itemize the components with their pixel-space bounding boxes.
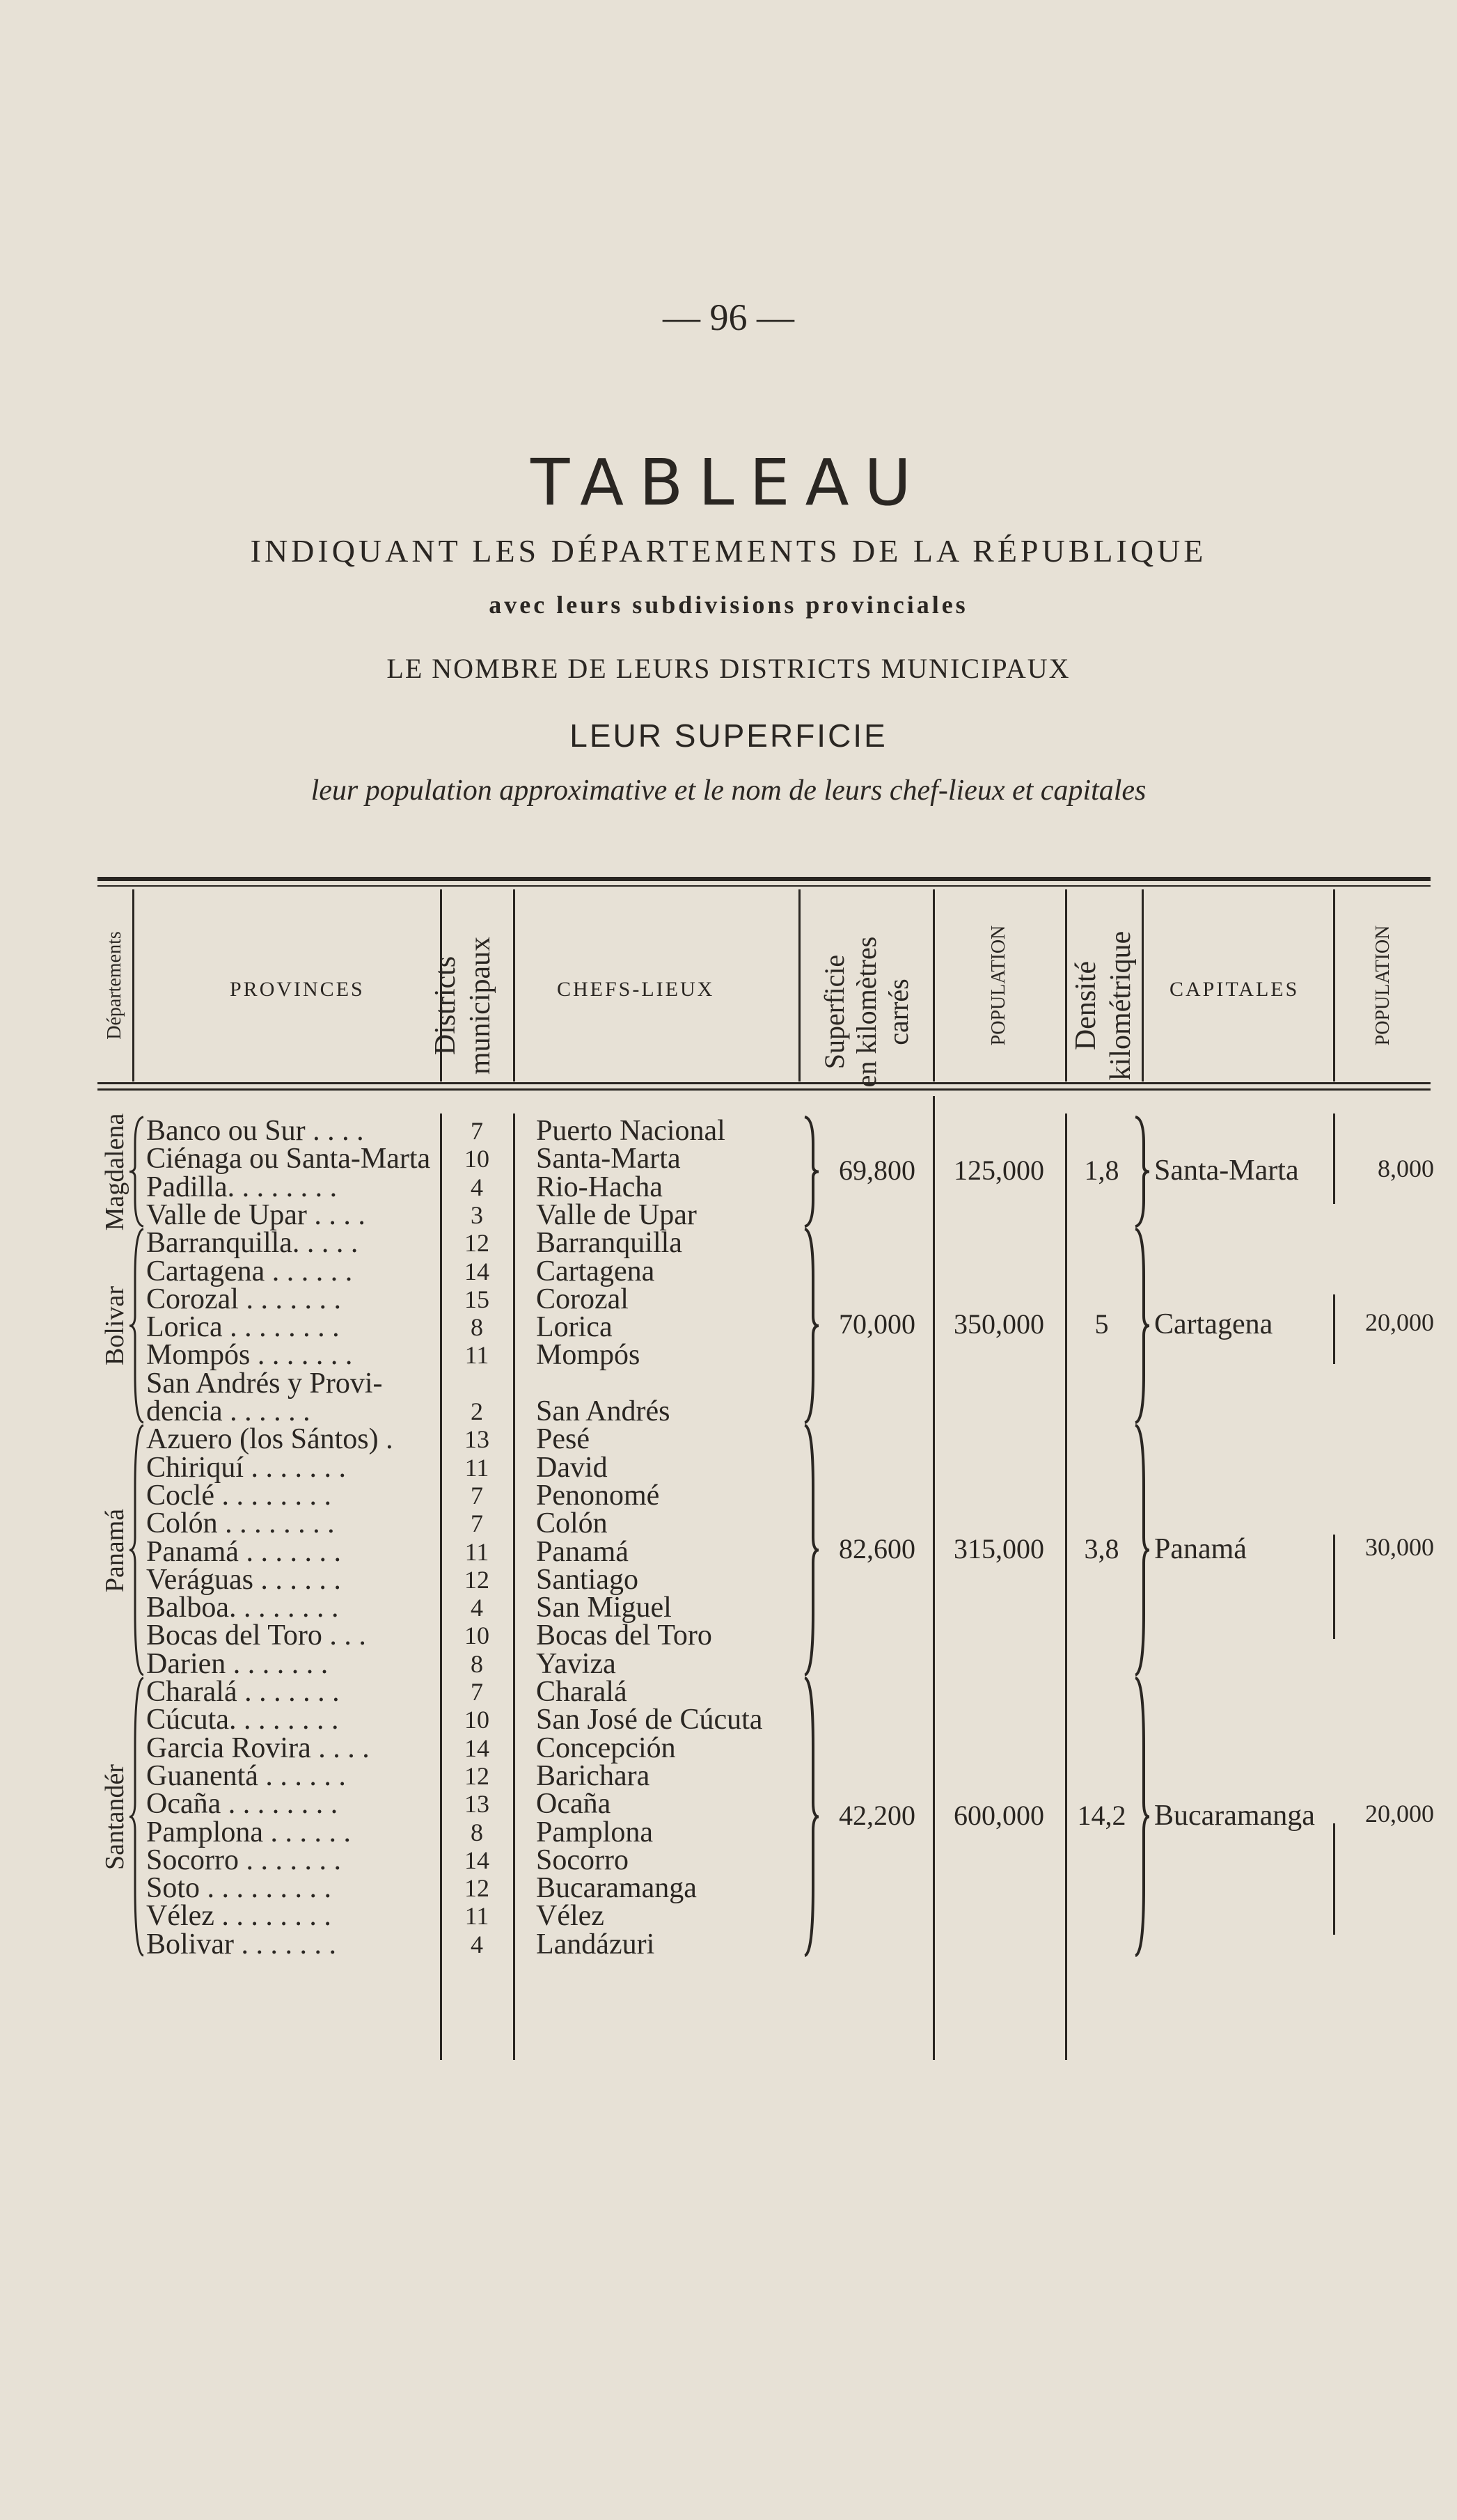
table-row <box>0 1396 1457 1427</box>
chef-lieu: Cartagena <box>536 1255 655 1287</box>
population-capitale-value: 8,000 <box>1378 1154 1434 1182</box>
province-name: Soto . . . . . . . . . <box>146 1872 332 1905</box>
header-superficie-line1: Superficie <box>819 954 850 1070</box>
district-count: 8 <box>471 1313 483 1342</box>
district-count: 7 <box>471 1117 483 1145</box>
district-count: 8 <box>471 1649 483 1678</box>
province-name: dencia . . . . . . <box>146 1395 310 1427</box>
province-brace <box>127 1424 148 1677</box>
population-value: 350,000 <box>954 1308 1044 1340</box>
province-name: Guanentá . . . . . . <box>146 1759 346 1792</box>
header-population-capitale: POPULATION <box>1372 925 1394 1046</box>
table-top-rule-thin <box>97 885 1431 887</box>
department-name: Santandér <box>100 1764 129 1870</box>
chef-lieu: Santiago <box>536 1563 638 1596</box>
header-divider <box>798 889 801 1081</box>
table-row <box>0 1649 1457 1679</box>
district-count: 4 <box>471 1930 483 1958</box>
district-count: 14 <box>464 1734 489 1762</box>
district-count: 7 <box>471 1509 483 1538</box>
subtitle-population: leur population approximative et le nom de leurs chef-lieux et capitales <box>310 775 1147 807</box>
chef-lieu: Vélez <box>536 1900 604 1933</box>
province-name: Balboa. . . . . . . . <box>146 1592 339 1624</box>
district-count: 13 <box>464 1790 489 1818</box>
district-count: 12 <box>464 1761 489 1790</box>
province-name: Charalá . . . . . . . <box>146 1676 340 1708</box>
chef-lieu: Ocaña <box>536 1788 611 1821</box>
chef-lieu: Santa-Marta <box>536 1143 681 1175</box>
district-count: 10 <box>464 1622 489 1650</box>
chef-lieu: Panamá <box>536 1535 629 1568</box>
header-districts-line1: Districts <box>430 956 462 1056</box>
chef-lieu: San José de Cúcuta <box>536 1704 763 1736</box>
subtitle-superficie: LEUR SUPERFICIE <box>569 718 888 754</box>
province-name: Corozal . . . . . . . <box>146 1283 341 1315</box>
district-count: 12 <box>464 1565 489 1594</box>
header-population: POPULATION <box>988 925 1009 1046</box>
chef-lieu: Pesé <box>536 1423 590 1456</box>
header-divider <box>1333 889 1335 1081</box>
subtitle-departements: INDIQUANT LES DÉPARTEMENTS DE LA RÉPUBLIQUE <box>250 533 1207 569</box>
province-brace <box>127 1228 148 1424</box>
province-name: Chiriquí . . . . . . . <box>146 1451 347 1484</box>
chef-lieu: Barranquilla <box>536 1227 682 1260</box>
province-name: Ciénaga ou Santa-Marta <box>146 1143 431 1175</box>
superficie-value: 42,200 <box>839 1799 915 1831</box>
district-count: 11 <box>464 1341 489 1370</box>
densite-value: 1,8 <box>1084 1154 1119 1186</box>
chef-lieu: Bucaramanga <box>536 1872 697 1905</box>
province-name: Lorica . . . . . . . . <box>146 1311 340 1344</box>
superficie-value: 69,800 <box>839 1154 915 1186</box>
chef-lieu: Barichara <box>536 1759 650 1792</box>
province-name: Azuero (los Sántos) . <box>146 1423 393 1456</box>
district-count: 11 <box>464 1537 489 1566</box>
table-row <box>0 1424 1457 1455</box>
population-capitale-value: 20,000 <box>1365 1308 1434 1337</box>
chef-lieu: Colón <box>536 1507 608 1540</box>
chef-lieu: San Miguel <box>536 1592 672 1624</box>
province-name: Coclé . . . . . . . . <box>146 1479 331 1512</box>
chef-lieu: David <box>536 1451 608 1484</box>
header-provinces: PROVINCES <box>230 978 365 1001</box>
table-row <box>0 1873 1457 1903</box>
chef-lieu: Lorica <box>536 1311 613 1344</box>
province-name: Pamplona . . . . . . <box>146 1816 351 1848</box>
header-densite-line2: kilométrique <box>1105 930 1137 1081</box>
chef-lieu: Yaviza <box>536 1647 616 1680</box>
province-name: Darien . . . . . . . <box>146 1647 329 1680</box>
subtitle-districts: LE NOMBRE DE LEURS DISTRICTS MUNICIPAUX <box>386 653 1071 684</box>
merge-brace <box>801 1228 821 1424</box>
chef-lieu: Corozal <box>536 1283 629 1315</box>
densite-value: 3,8 <box>1084 1532 1119 1564</box>
district-count: 12 <box>464 1229 489 1258</box>
district-count: 10 <box>464 1706 489 1734</box>
province-brace <box>127 1677 148 1957</box>
province-name: Bocas del Toro . . . <box>146 1619 366 1652</box>
header-divider <box>933 889 935 1081</box>
district-count: 3 <box>471 1200 483 1229</box>
district-count: 4 <box>471 1173 483 1201</box>
province-name: Socorro . . . . . . . <box>146 1844 341 1876</box>
province-name: Vélez . . . . . . . . <box>146 1900 331 1933</box>
province-brace <box>127 1116 148 1228</box>
table-row <box>0 1368 1457 1399</box>
header-superficie-line2: en kilomètres <box>851 936 882 1088</box>
province-name: Bolivar . . . . . . . <box>146 1928 336 1960</box>
header-bottom-rule-2 <box>97 1088 1431 1091</box>
header-districts-line2: municipaux <box>464 936 496 1075</box>
capitale-value: Bucaramanga <box>1154 1799 1315 1832</box>
population-capitale-value: 30,000 <box>1365 1532 1434 1561</box>
district-count: 7 <box>471 1481 483 1509</box>
chef-lieu: Bocas del Toro <box>536 1619 712 1652</box>
table-row <box>0 1845 1457 1876</box>
densite-value: 5 <box>1094 1308 1109 1340</box>
province-name: Veráguas . . . . . . <box>146 1563 341 1596</box>
table-row <box>0 1564 1457 1595</box>
district-count: 13 <box>464 1425 489 1454</box>
chef-lieu: Puerto Nacional <box>536 1115 725 1147</box>
chef-lieu: Rio-Hacha <box>536 1171 663 1203</box>
table-row <box>0 1228 1457 1258</box>
district-count: 14 <box>464 1257 489 1285</box>
province-name: Cúcuta. . . . . . . . <box>146 1704 339 1736</box>
table-top-rule <box>97 877 1431 881</box>
header-capitales: CAPITALES <box>1169 978 1300 1001</box>
district-count: 14 <box>464 1846 489 1874</box>
merge-brace <box>801 1116 821 1228</box>
population-value: 315,000 <box>954 1532 1044 1564</box>
header-divider <box>1142 889 1144 1081</box>
district-count: 11 <box>464 1902 489 1931</box>
province-name: Mompós . . . . . . . <box>146 1339 353 1372</box>
district-count: 11 <box>464 1453 489 1482</box>
table-row <box>0 1704 1457 1735</box>
table-row <box>0 1733 1457 1764</box>
header-superficie-line3: carrés <box>883 978 914 1045</box>
department-name: Magdalena <box>100 1113 129 1230</box>
chef-lieu: Charalá <box>536 1676 627 1708</box>
page-number: — 96 — <box>663 296 794 338</box>
table-row <box>0 1116 1457 1146</box>
page-title: TABLEAU <box>530 445 927 520</box>
table-row <box>0 1901 1457 1931</box>
province-name: Padilla. . . . . . . . <box>146 1171 338 1203</box>
district-count: 2 <box>471 1397 483 1425</box>
merge-brace <box>801 1677 821 1957</box>
district-count: 15 <box>464 1285 489 1313</box>
capitale-value: Santa-Marta <box>1154 1154 1299 1187</box>
chef-lieu: San Andrés <box>536 1395 670 1427</box>
chef-lieu: Landázuri <box>536 1928 655 1960</box>
subtitle-subdivisions: avec leurs subdivisions provinciales <box>489 591 968 619</box>
header-divider <box>132 889 134 1081</box>
merge-brace <box>801 1424 821 1677</box>
province-name: San Andrés y Provi- <box>146 1367 383 1400</box>
table-row <box>0 1340 1457 1370</box>
table-row <box>0 1620 1457 1651</box>
district-count: 7 <box>471 1678 483 1706</box>
district-count: 8 <box>471 1818 483 1846</box>
header-bottom-rule <box>97 1082 1431 1084</box>
province-name: Garcia Rovira . . . . <box>146 1731 370 1764</box>
table-row <box>0 1256 1457 1287</box>
chef-lieu: Concepción <box>536 1731 676 1764</box>
capitale-value: Cartagena <box>1154 1308 1273 1341</box>
header-districts <box>428 922 498 1089</box>
table-row <box>0 1761 1457 1791</box>
province-name: Colón . . . . . . . . <box>146 1507 335 1540</box>
capitale-value: Panamá <box>1154 1532 1247 1565</box>
chef-lieu: Valle de Upar <box>536 1198 697 1231</box>
header-divider <box>1065 889 1067 1081</box>
district-count: 10 <box>464 1145 489 1173</box>
header-densite <box>1069 922 1138 1089</box>
province-name: Panamá . . . . . . . <box>146 1535 341 1568</box>
population-value: 125,000 <box>954 1154 1044 1186</box>
province-name: Valle de Upar . . . . <box>146 1198 365 1231</box>
province-name: Cartagena . . . . . . <box>146 1255 353 1287</box>
header-divider <box>513 889 515 1081</box>
province-name: Barranquilla. . . . . <box>146 1227 359 1260</box>
chef-lieu: Pamplona <box>536 1816 653 1848</box>
densite-value: 14,2 <box>1077 1799 1126 1831</box>
province-name: Ocaña . . . . . . . . <box>146 1788 338 1821</box>
table-row <box>0 1677 1457 1707</box>
superficie-value: 70,000 <box>839 1308 915 1340</box>
table-row <box>0 1929 1457 1960</box>
table-row <box>0 1200 1457 1230</box>
header-densite-line1: Densité <box>1070 960 1102 1051</box>
header-chefs-lieux: CHEFS-LIEUX <box>557 978 715 1001</box>
superficie-value: 82,600 <box>839 1532 915 1564</box>
department-name: Bolivar <box>100 1286 129 1366</box>
table-row <box>0 1480 1457 1511</box>
table-row <box>0 1592 1457 1623</box>
table-row <box>0 1452 1457 1483</box>
population-value: 600,000 <box>954 1799 1044 1831</box>
population-capitale-value: 20,000 <box>1365 1799 1434 1828</box>
chef-lieu: Mompós <box>536 1339 640 1372</box>
chef-lieu: Socorro <box>536 1844 629 1876</box>
province-name: Banco ou Sur . . . . <box>146 1115 364 1147</box>
district-count: 4 <box>471 1594 483 1622</box>
department-name: Panamá <box>100 1508 129 1592</box>
chef-lieu: Penonomé <box>536 1479 660 1512</box>
header-superficie <box>819 918 915 1106</box>
header-departements: Départements <box>104 931 125 1040</box>
district-count: 12 <box>464 1874 489 1903</box>
